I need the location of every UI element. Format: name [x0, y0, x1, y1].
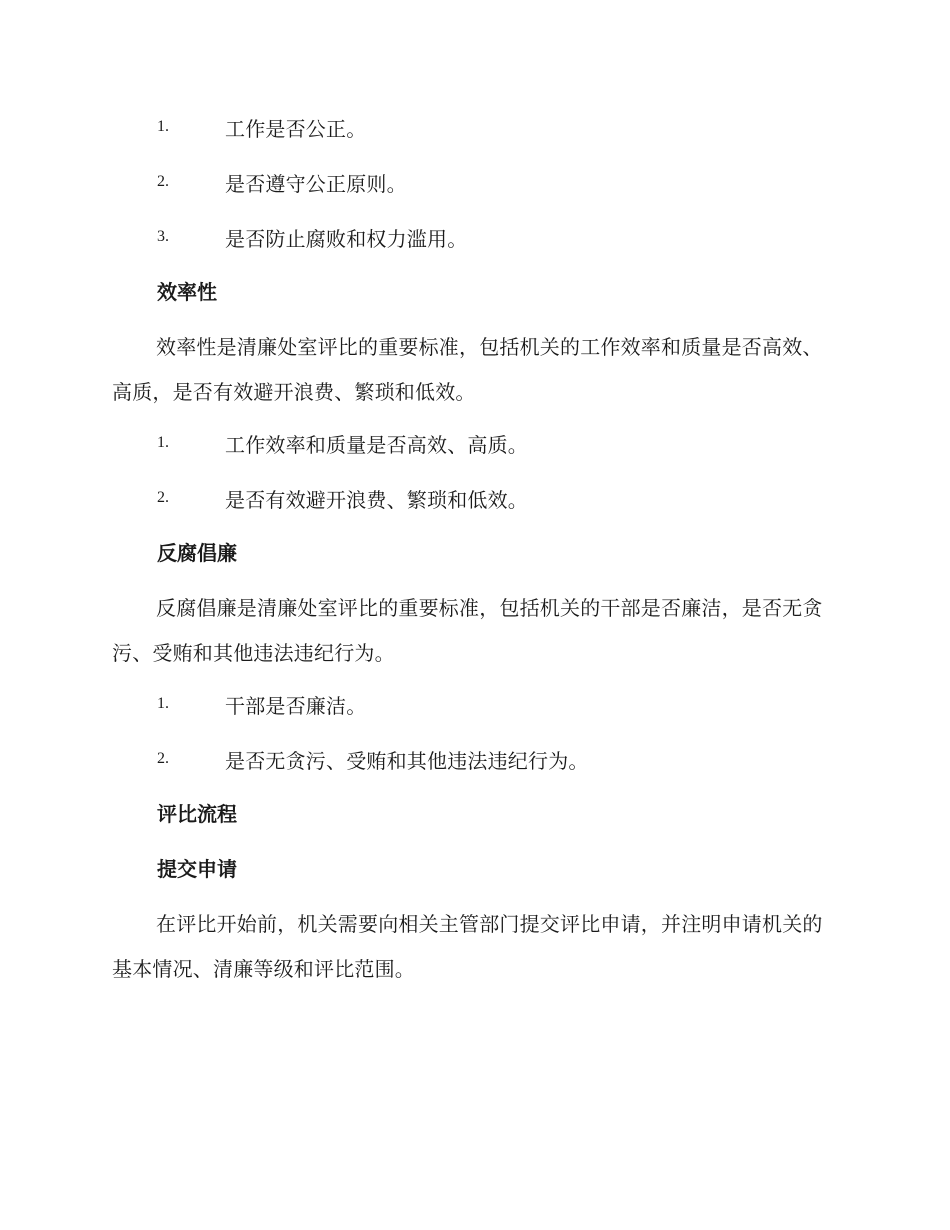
list-number: 1.	[157, 434, 169, 451]
list-number: 1.	[157, 695, 169, 712]
list-text: 工作是否公正。	[225, 116, 367, 141]
list-item	[157, 689, 366, 719]
list-number: 2.	[157, 750, 169, 767]
section-heading-process: 评比流程	[157, 802, 237, 826]
paragraph-application: 在评比开始前，机关需要向相关主管部门提交评比申请，并注明申请机关的基本情况、清廉等级和评比范围。	[112, 912, 823, 981]
list-item	[157, 428, 528, 458]
paragraph-anticorruption: 反腐倡廉是清廉处室评比的重要标准，包括机关的干部是否廉洁，是否无贪污、受贿和其他违法违纪行为。	[112, 596, 823, 665]
list-text: 工作效率和质量是否高效、高质。	[225, 432, 528, 457]
list-text: 是否遵守公正原则。	[225, 171, 407, 196]
list-item	[157, 483, 528, 513]
list-number: 2.	[157, 173, 169, 190]
list-item	[157, 744, 589, 774]
section-heading-anticorruption: 反腐倡廉	[157, 541, 237, 565]
list-item	[157, 167, 407, 197]
list-item	[157, 112, 366, 142]
list-number: 2.	[157, 489, 169, 506]
list-number: 3.	[157, 228, 169, 245]
section-heading-efficiency: 效率性	[157, 280, 217, 304]
list-text: 干部是否廉洁。	[225, 693, 367, 718]
list-number: 1.	[157, 118, 169, 135]
section-heading-application: 提交申请	[157, 857, 237, 881]
paragraph-efficiency: 效率性是清廉处室评比的重要标准，包括机关的工作效率和质量是否高效、高质，是否有效避开浪费、繁琐和低效。	[112, 335, 823, 404]
list-text: 是否无贪污、受贿和其他违法违纪行为。	[225, 748, 589, 773]
list-text: 是否防止腐败和权力滥用。	[225, 226, 468, 251]
list-text: 是否有效避开浪费、繁琐和低效。	[225, 487, 528, 512]
list-item	[157, 222, 467, 252]
